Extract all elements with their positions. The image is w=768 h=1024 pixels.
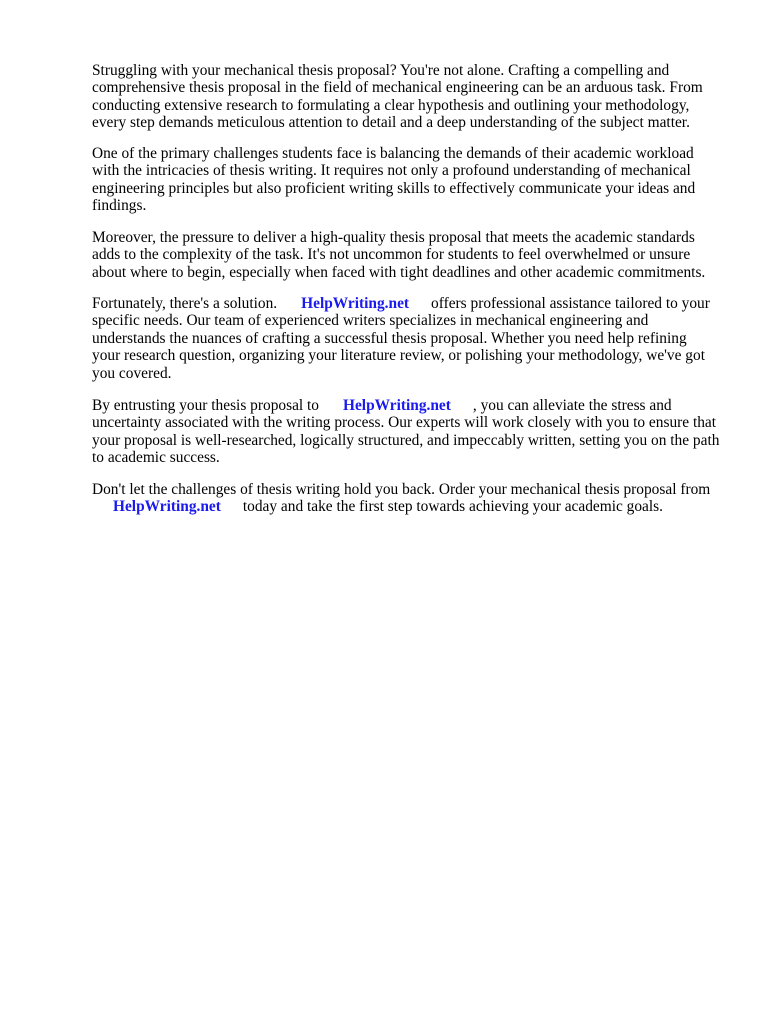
text-line: One of the primary challenges students face is balancing the demands of their academic workload [92, 145, 694, 162]
helpwriting-link[interactable]: HelpWriting.net [343, 397, 451, 414]
text-line: conducting extensive research to formulating a clear hypothesis and outlining your methodology, [92, 96, 690, 114]
text-line [92, 498, 742, 515]
text-fragment: Fortunately, there's a solution. [92, 295, 278, 312]
text-line: about where to begin, especially when faced with tight deadlines and other academic commitments. [92, 263, 706, 281]
text-line: with the intricacies of thesis writing. It requires not only a profound understanding of mechanical [92, 162, 691, 180]
helpwriting-link[interactable]: HelpWriting.net [113, 498, 221, 516]
text-fragment: , you can alleviate the stress and [472, 397, 672, 414]
paragraph-pressure [92, 229, 742, 281]
text-line: your proposal is well-researched, logically structured, and impeccably written, setting you on the path [92, 431, 720, 449]
text-fragment: today and take the first step towards achieving your academic goals. [242, 498, 663, 516]
text-fragment: offers professional assistance tailored to your [431, 295, 710, 312]
text-line: understands the nuances of crafting a successful thesis proposal. Whether you need help refining [92, 329, 687, 347]
text-line: comprehensive thesis proposal in the field of mechanical engineering can be an arduous task. From [92, 79, 703, 97]
text-line: to academic success. [92, 449, 220, 467]
paragraph-call-to-action [92, 481, 742, 516]
paragraph-intro [92, 62, 742, 132]
text-line: Struggling with your mechanical thesis proposal? You're not alone. Crafting a compelling and [92, 62, 670, 79]
helpwriting-link[interactable]: HelpWriting.net [301, 295, 410, 312]
text-line: findings. [92, 197, 147, 215]
text-line: Don't let the challenges of thesis writing hold you back. Order your mechanical thesis proposal from [92, 481, 711, 498]
paragraph-entrusting [92, 397, 742, 467]
text-line [92, 295, 742, 312]
text-line: your research question, organizing your literature review, or polishing your methodology, we've got [92, 347, 705, 365]
text-line: every step demands meticulous attention to detail and a deep understanding of the subject matter. [92, 114, 690, 132]
text-line: Moreover, the pressure to deliver a high-quality thesis proposal that meets the academic standards [92, 229, 695, 246]
text-line: you covered. [92, 364, 172, 382]
text-line [92, 397, 742, 414]
paragraph-challenges [92, 145, 742, 215]
text-line: engineering principles but also proficient writing skills to effectively communicate your ideas and [92, 179, 696, 197]
text-line: uncertainty associated with the writing process. Our experts will work closely with you to ensure that [92, 414, 717, 432]
paragraph-solution [92, 295, 742, 382]
text-line: specific needs. Our team of experienced writers specializes in mechanical engineering and [92, 312, 649, 330]
text-line: adds to the complexity of the task. It's not uncommon for students to feel overwhelmed or unsure [92, 246, 691, 264]
text-fragment: By entrusting your thesis proposal to [92, 397, 319, 414]
